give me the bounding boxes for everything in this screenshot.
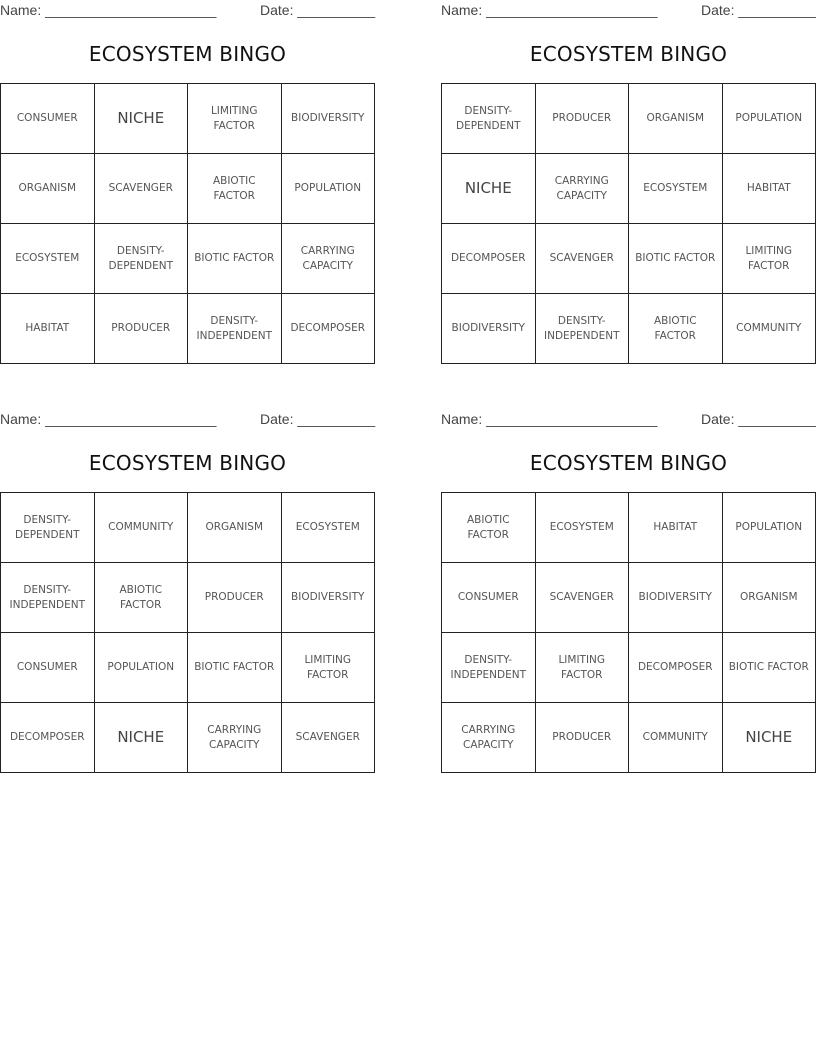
bingo-grid xyxy=(441,83,816,364)
bingo-cell: CONSUMER xyxy=(442,563,536,633)
date-field-label: Date: __________ xyxy=(260,2,376,18)
name-date-line xyxy=(0,0,375,22)
bingo-cell: POPULATION xyxy=(723,84,816,154)
bingo-cell: HABITAT xyxy=(723,154,816,224)
bingo-cell: CARRYING CAPACITY xyxy=(188,703,282,773)
bingo-cell: POPULATION xyxy=(723,493,816,563)
bingo-cell: COMMUNITY xyxy=(723,294,816,364)
name-date-line xyxy=(441,409,816,431)
bingo-cell: NICHE xyxy=(442,154,536,224)
bingo-cell: DECOMPOSER xyxy=(282,294,376,364)
bingo-cell: LIMITING FACTOR xyxy=(723,224,816,294)
bingo-cell: PRODUCER xyxy=(536,84,630,154)
name-date-line xyxy=(0,409,375,431)
bingo-cell: NICHE xyxy=(95,703,189,773)
name-field-label: Name: ______________________ xyxy=(0,411,217,427)
bingo-grid xyxy=(0,492,375,773)
bingo-cell: COMMUNITY xyxy=(95,493,189,563)
bingo-cell: CARRYING CAPACITY xyxy=(536,154,630,224)
bingo-grid xyxy=(0,83,375,364)
bingo-cell: ECOSYSTEM xyxy=(1,224,95,294)
bingo-cell: DENSITY-INDEPENDENT xyxy=(442,633,536,703)
card-title: ECOSYSTEM BINGO xyxy=(88,451,287,475)
date-field-label: Date: __________ xyxy=(260,411,376,427)
bingo-card-3 xyxy=(0,409,376,751)
bingo-cell: BIOTIC FACTOR xyxy=(188,633,282,703)
bingo-card-1 xyxy=(0,0,376,342)
bingo-cell: BIOTIC FACTOR xyxy=(723,633,816,703)
name-field-label: Name: ______________________ xyxy=(0,2,217,18)
name-date-line xyxy=(441,0,816,22)
bingo-card-2 xyxy=(441,0,816,342)
bingo-cell: DENSITY-DEPENDENT xyxy=(95,224,189,294)
bingo-cell: DECOMPOSER xyxy=(1,703,95,773)
bingo-cell: HABITAT xyxy=(1,294,95,364)
bingo-cell: NICHE xyxy=(723,703,816,773)
bingo-cell: SCAVENGER xyxy=(282,703,376,773)
bingo-cell: COMMUNITY xyxy=(629,703,723,773)
bingo-cell: LIMITING FACTOR xyxy=(536,633,630,703)
bingo-cell: DENSITY-INDEPENDENT xyxy=(536,294,630,364)
bingo-cell: ABIOTIC FACTOR xyxy=(95,563,189,633)
bingo-cell: ABIOTIC FACTOR xyxy=(188,154,282,224)
bingo-cell: ABIOTIC FACTOR xyxy=(442,493,536,563)
name-field-label: Name: ______________________ xyxy=(441,411,658,427)
bingo-cell: BIOTIC FACTOR xyxy=(629,224,723,294)
bingo-cell: CARRYING CAPACITY xyxy=(442,703,536,773)
bingo-cell: DENSITY-INDEPENDENT xyxy=(188,294,282,364)
bingo-cell: DENSITY-INDEPENDENT xyxy=(1,563,95,633)
bingo-cell: HABITAT xyxy=(629,493,723,563)
bingo-cell: SCAVENGER xyxy=(536,563,630,633)
bingo-card-4 xyxy=(441,409,816,751)
date-field-label: Date: __________ xyxy=(701,2,816,18)
bingo-cell: POPULATION xyxy=(95,633,189,703)
bingo-cell: LIMITING FACTOR xyxy=(282,633,376,703)
bingo-cell: ECOSYSTEM xyxy=(282,493,376,563)
bingo-cell: BIODIVERSITY xyxy=(442,294,536,364)
bingo-cell: ECOSYSTEM xyxy=(629,154,723,224)
bingo-cell: LIMITING FACTOR xyxy=(188,84,282,154)
bingo-cell: ORGANISM xyxy=(723,563,816,633)
bingo-cell: BIODIVERSITY xyxy=(282,563,376,633)
bingo-cell: DENSITY-DEPENDENT xyxy=(442,84,536,154)
card-title: ECOSYSTEM BINGO xyxy=(88,42,287,66)
name-field-label: Name: ______________________ xyxy=(441,2,658,18)
bingo-grid xyxy=(441,492,816,773)
date-field-label: Date: __________ xyxy=(701,411,816,427)
bingo-cell: ORGANISM xyxy=(629,84,723,154)
bingo-cell: BIODIVERSITY xyxy=(282,84,376,154)
bingo-cell: PRODUCER xyxy=(536,703,630,773)
bingo-cell: BIODIVERSITY xyxy=(629,563,723,633)
bingo-cell: DENSITY-DEPENDENT xyxy=(1,493,95,563)
card-title: ECOSYSTEM BINGO xyxy=(529,451,728,475)
bingo-cell: DECOMPOSER xyxy=(442,224,536,294)
bingo-cell: CONSUMER xyxy=(1,84,95,154)
bingo-cell: SCAVENGER xyxy=(536,224,630,294)
bingo-cell: SCAVENGER xyxy=(95,154,189,224)
bingo-cell: ECOSYSTEM xyxy=(536,493,630,563)
bingo-cell: CARRYING CAPACITY xyxy=(282,224,376,294)
bingo-cell: ORGANISM xyxy=(1,154,95,224)
bingo-cell: ABIOTIC FACTOR xyxy=(629,294,723,364)
bingo-cell: NICHE xyxy=(95,84,189,154)
bingo-cell: BIOTIC FACTOR xyxy=(188,224,282,294)
bingo-cell: DECOMPOSER xyxy=(629,633,723,703)
bingo-cell: ORGANISM xyxy=(188,493,282,563)
card-title: ECOSYSTEM BINGO xyxy=(529,42,728,66)
bingo-cell: PRODUCER xyxy=(95,294,189,364)
bingo-cell: POPULATION xyxy=(282,154,376,224)
bingo-cell: PRODUCER xyxy=(188,563,282,633)
bingo-cell: CONSUMER xyxy=(1,633,95,703)
